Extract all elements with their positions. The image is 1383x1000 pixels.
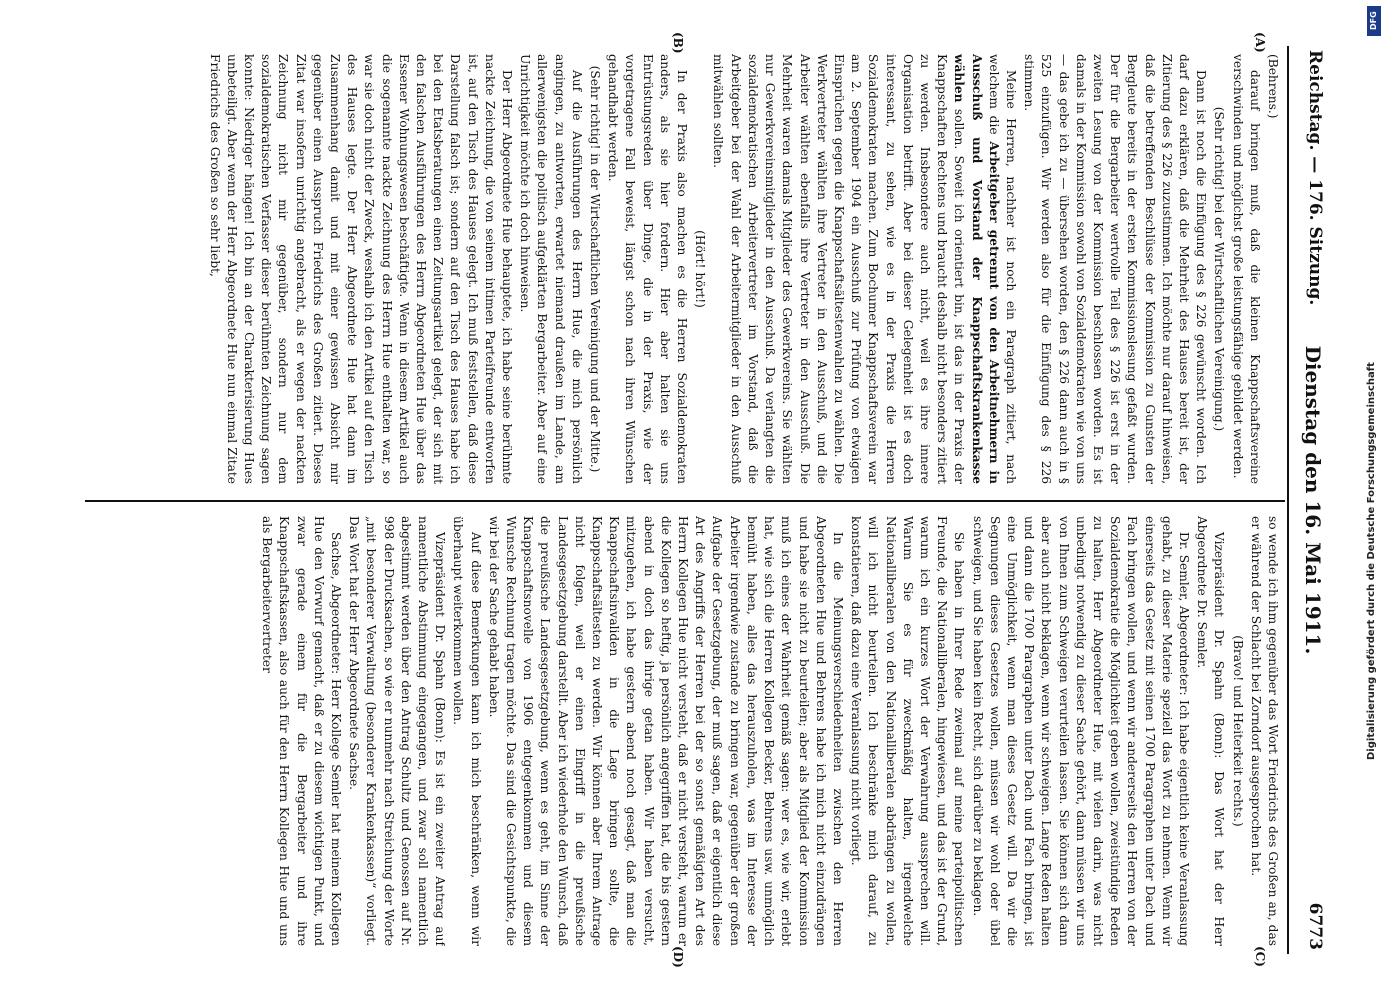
right-column (51, 516, 1281, 946)
left-column (51, 54, 1281, 484)
speaker-tag: (Behrens.) (1266, 54, 1280, 119)
paragraph: so wende ich ihm gegenüber das Wort Friedrichs des Großen an, das er während der Schlacht bei Zorndorf ausgesprochen hat. (1248, 516, 1280, 946)
emphasis-text: Arbeitgeber getrennt von den Arbeitnehmern in Ausschuß und Vorstand der Knappschaftskrankenkasse wählen (952, 54, 1001, 484)
dfg-logo: DFG (1367, 6, 1381, 36)
paragraph: In die Meinungsverschiedenheiten zwischen den Herren Abgeordneten Hue und Behrens habe ich mich nicht einzudrängen und habe sie nicht zu beurteilen; aber als Mitglied der Kommission muß ich eines der Wahrheit gemäß sagen: wer es, wie wir, erlebt hat, wie sich die Herren Kollegen Becker, Behrens usw. unmöglich bemüht haben, alles das herauszuholen, was im Interesse der Arbeiter irgendwie zustande zu bringen war, gegenüber der großen Aufgabe der Gesetzgebung, der muß sagen, daß er eigentlich diese Art des Angriffs der Herren bei der so sonst gemäßigten Art des Herrn Kollegen Hue nicht versteht, daß er nicht versteht, warum er die Kollegen so heftig, ja persönlich angegriffen hat, die bis gestern abend in doch das ihrige getan haben. Wir haben versucht, mitzugehen, ich habe gestern abend noch gesagt, daß man die Knappschaftsinvaliden in die Lage bringen sollte, die Knappschaftsältesten zu werden. Wir können aber Ihrem Antrage nicht folgen, weil er einen Eingriff in die preußische Landesgesetzgebung darstellt. Aber ich wiederhole den Wunsch, daß die preußische Landesgesetzgebung, wenn es geht, im Sinne der Knappschaftsnovelle von 1906 entgegenkommen und diesem Wunsche Rechnung tragen möchte. Das sind die Gesichtspunkte, die wir bei der Sache gehabt haben. (486, 516, 845, 946)
margin-label-c: (C) (1253, 946, 1267, 967)
margin-label-d: (D) (671, 946, 685, 968)
margin-label-b: (B) (671, 32, 685, 54)
page-number: 6773 (1305, 902, 1325, 950)
paragraph: In der Praxis also machen es die Herren Sozialdemokraten anders, als sie hier fordern. Hier aber halten sie uns Entrüstungsreden über Dinge, die in der Praxis, wie der vorgetragene Fall beweist, längst schon nach ihren Wünschen gehandhabt werden. (606, 54, 690, 484)
header-rule (1287, 46, 1289, 954)
running-header-left: Reichstag. — 176. Sitzung. (1305, 50, 1325, 306)
digitization-note: Digitalisierung gefördert durch die Deutsche Forschungsgemeinschaft (1366, 362, 1377, 760)
interjection: (Hört! hört!) (693, 230, 708, 308)
paragraph: darauf bringen muß, daß die kleinen Knappschaftsvereine verschwinden und möglichst große leistungsfähige gebildet werden. (1230, 54, 1262, 484)
paragraph: Vizepräsident Dr. Spahn (Bonn): Das Wort hat der Herr Abgeordnete Dr. Semler. (1195, 516, 1227, 946)
interjection: (Sehr richtig! in der Wirtschaftlichen Vereinigung und der Mitte.) (588, 65, 603, 473)
paragraph: Vizepräsident Dr. Spahn (Bonn): Es ist ein zweiter Antrag auf namentliche Abstimmung eingegangen, und zwar soll namentlich abgestimmt werden über den Antrag Schultz und Genossen auf Nr. 998 der Drucksachen, so wie er nunmehr nach Streichung der Worte „mit besonderer Verwaltung (besonderer Krankenkassen)“ vorliegt. Das Wort hat der Herr Abgeordnete Sachse. (347, 516, 448, 946)
document-page (5, 32, 1325, 968)
paragraph-text: sollen. Soweit ich orientiert bin, ist das in der Praxis der Knappschaften Rechtens und braucht deshalb nicht besonders zitiert zu werden. Insbesondere auch nicht, weil es ihre innere Organisation betrifft. Aber bei dieser Gelegenheit ist es doch interessant, zu sehen, wie es in der Praxis die Herren Sozialdemokraten machen. Zum Bochumer Knappschaftsverein war am 2. September 1904 ein Ausschuß zur Prüfung von etwaigen Einsprüchen gegen die Knappschaftsältestenwahlen zu wählen. Die Werkvertreter wählten ihre Vertreter in den Ausschuß, und die Arbeiter wählten ebenfalls ihre Vertreter in den Ausschuß. Die Mehrheit waren damals Mitglieder des Gewerkvereins. Sie wählten nur Gewerkvereinsmitglieder in den Ausschuß. Da verlangten die sozialdemokratischen Arbeitervertreter im Vorstand, daß die Arbeitgeber bei der Wahl der Arbeitermitglieder in den Ausschuß mitwählen sollten. (711, 54, 967, 484)
paragraph: Dann ist noch die Einfügung des § 226 gewünscht worden. Ich darf dazu erklären, daß die Mehrheit des Hauses bereit ist, der Zitierung des § 226 zuzustimmen. Ich möchte nur darauf hinweisen, daß die betreffenden Beschlüsse der Kommission zu Gunsten der Bergleute bereits in der ersten Kommissionslesung gefaßt wurden. Der für die Bergarbeiter wertvolle Teil des § 226 ist erst in der zweiten Lesung von der Kommission beschlossen worden. Es ist damals in der Kommission sowohl von Sozialdemokraten wie von uns — das gebe ich zu — übersehen worden, den § 226 dann auch in § 525 einzufügen. Wir werden also für die Einfügung des § 226 stimmen. (1022, 54, 1209, 484)
paragraph: Auf die Ausführungen des Herrn Hue, die mich persönlich angingen, zu antworten, erwartet niemand draußen im Lande, am allerwenigsten die politisch aufgeklärten Bergarbeiter. Aber auf eine Unrichtigkeit möchte ich doch hinweisen. (518, 54, 584, 484)
column-divider (85, 500, 1285, 502)
running-header-date: Dienstag den 16. Mai 1911. (1301, 345, 1325, 655)
paragraph: Der Herr Abgeordnete Hue behauptete, ich habe seine berühmte nackte Zeichnung, die von seinem intimen Parteifreunde entworfen ist, auf den Tisch des Hauses gelegt. Ich muß feststellen, daß diese Darstellung falsch ist; sondern auf den Tisch des Hauses habe ich bei den Etatsberatungen einen Zeitungsartikel gelegt, der sich mit den falschen Ausführungen des Herrn Abgeordneten Hue über das Essener Wohnungswesen beschäftigte. Wenn in diesem Artikel auch die sogenannte nackte Zeichnung des Herrn Hue enthalten war, so war sie doch nicht der Zweck, weshalb ich den Artikel auf den Tisch des Hauses legte. Der Herr Abgeordnete Hue hat dann im Zusammenhang damit und mit einer gewissen Absicht mir gegenüber einen Ausspruch Friedrichs des Großen zitiert. Dieses Zitat war insofern unrichtig angebracht, als er wegen der nackten Zeichnung nicht mir gegenüber, sondern nur dem sozialdemokratischen Verfasser dieser berühmten Zeichnung sagen konnte: Niedriger hängen! Ich bin an der Charakterisierung Hues unbeteiligt. Aber wenn der Herr Abgeordnete Hue nun einmal Zitate Friedrichs des Großen so sehr liebt, (207, 54, 515, 484)
interjection: (Sehr richtig! bei der Wirtschaftlichen Vereinigung.) (1212, 106, 1227, 432)
paragraph (709, 54, 1019, 484)
paragraph: Sie haben in Ihrer Rede zweimal auf meine parteipolitischen Freunde, die Nationalliberalen, hingewiesen, und das ist der Grund, warum ich ein kurzes Wort der Verwahrung aussprechen will. Warum Sie es für zweckmäßig halten, irgendwelche Nationalliberalen von den Nationalliberalen abdrängen zu wollen, will ich nicht beurteilen. Ich beschränke mich darauf, zu konstatieren, daß dazu eine Veranlassung nicht vorliegt. (849, 516, 967, 946)
paragraph: Sachse, Abgeordneter: Herr Kollege Semler hat meinem Kollegen Hue den Vorwurf gemacht, daß er zu diesem wichtigen Punkt, und zwar gerade einem für die Bergarbeiter und ihre Knappschaftskassen, also auch für den Herrn Kollegen Hue und uns als Bergarbeitervertreter (260, 516, 344, 946)
margin-label-a: (A) (1253, 32, 1267, 53)
paragraph: Auf diese Bemerkungen kann ich mich beschränken, wenn wir überhaupt weiterkommen wollen. (451, 516, 483, 946)
interjection: (Bravo! und Heiterkeit rechts.) (1230, 635, 1245, 827)
paragraph: Dr. Semler, Abgeordneter: Ich habe eigentlich keine Veranlassung gehabt, zu dieser Materie speziell das Wort zu nehmen. Wenn wir einerseits das Gesetz mit seinen 1700 Paragraphen unter Dach und Fach bringen wollen, und wenn wir andererseits den Herren von der Sozialdemokratie die Möglichkeit geben wollen, zweistündige Reden zu halten, Herr Abgeordneter Hue, mit vielen darin, was nicht unbedingt notwendig zu dieser Sache gehört, dann müssen wir uns von Ihnen zum Schweigen verurteilen lassen. Sie können sich dann aber auch nicht beklagen, wenn wir schweigen. Lange Reden halten und dann die 1700 Paragraphen unter Dach und Fach bringen, ist eine Unmöglichkeit, wenn man dieses Gesetz will. Da wir die Segnungen dieses Gesetzes wollen, müssen wir wohl oder übel schweigen, und Sie haben kein Recht, sich darüber zu beklagen. (970, 516, 1191, 946)
paragraph-text: Meine Herren, nachher ist noch ein Paragraph zitiert, nach welchem die (986, 54, 1018, 484)
